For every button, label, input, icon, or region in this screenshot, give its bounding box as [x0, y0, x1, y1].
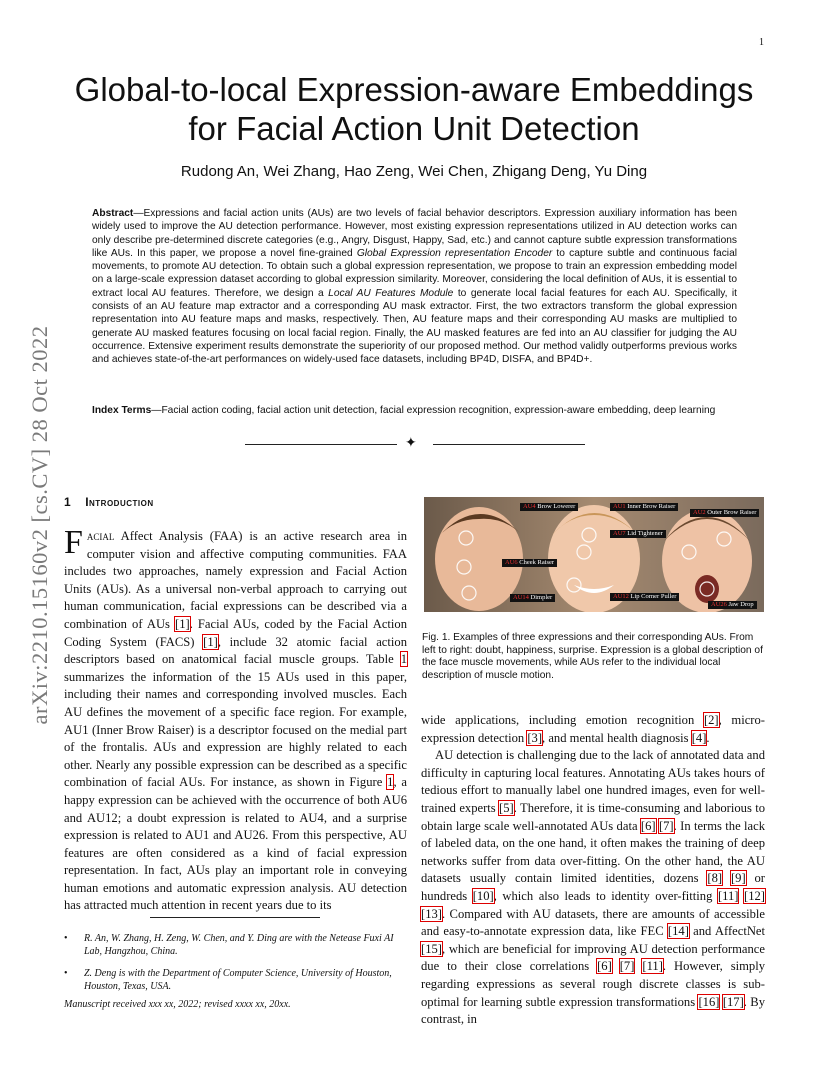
citation-link[interactable]: [16]: [698, 994, 720, 1009]
section-divider: [245, 438, 585, 450]
abstract: [92, 207, 737, 367]
author-list: Rudong An, Wei Zhang, Hao Zeng, Wei Chen, Zhigang Deng, Yu Ding: [180, 163, 648, 180]
body-text: and AffectNet: [688, 924, 766, 939]
abstract-italic-a: Global Expression representation Encoder: [356, 247, 553, 259]
au-label: Dimpler: [530, 594, 553, 601]
body-text: wide applications, including emotion recognition: [421, 713, 704, 727]
footnote-bullet: •: [64, 933, 68, 944]
section-number: 1: [64, 495, 72, 509]
citation-link[interactable]: [11]: [717, 888, 739, 903]
citation-link[interactable]: [2]: [703, 713, 719, 727]
citation-link[interactable]: [11]: [642, 959, 663, 974]
title-line-1: Global-to-local Expression-aware Embeddings: [74, 71, 754, 108]
au-label: Cheek Raiser: [519, 559, 555, 566]
footnote-affiliation-1: [64, 932, 407, 958]
section-heading: [64, 495, 154, 509]
citation-link[interactable]: [7]: [619, 959, 635, 974]
au-label: Brow Lowerer: [537, 503, 576, 510]
footnote-affiliation-2: [64, 967, 407, 993]
abstract-label: Abstract: [92, 208, 134, 219]
footnote-rule: [150, 917, 320, 918]
figure-image: [424, 497, 764, 612]
footnote-text: R. An, W. Zhang, H. Zeng, W. Chen, and Y. Ding are with the Netease Fuxi AI Lab, Hangzhou, China.: [84, 933, 394, 957]
au-code: AU7: [613, 530, 626, 537]
body-text: , which also leads to identity over-fitting: [493, 888, 718, 903]
intro-text: Affect Analysis (FAA) is an active research area in computer vision and affective computing communities. FAA includes two approaches, namely expression and Facial Action Units (AUs). As a universal non-verbal approach to carrying out human communication, facial expressions can be described via a combination of AUs: [64, 529, 407, 631]
au-code: AU4: [523, 503, 536, 510]
au-tag: [510, 594, 555, 602]
abstract-text-c: to generate local facial features for each AU. Specifically, it consists of an AU feature map extractor and a corresponding AU mask extractor. First, the two extractors transform the global expression representation into AU feature maps and masks, respectively. Then, AU feature maps and their corresponding AU masks are multiplied to generate AU masked features focusing on local facial region. Finally, the AU masked features are fed into an AU classifier for judging the AU occurrence. Extensive experiment results demonstrate the superiority of our proposed method. Our method validly outperforms previous works and achieves state-of-the-art performances on widely-used face datasets, including BP4D, DISFA, and BP4D+.: [92, 287, 737, 366]
index-terms-label: Index Terms: [92, 405, 152, 416]
table-link[interactable]: 1: [400, 652, 407, 667]
body-text: , and mental health diagnosis: [542, 730, 692, 745]
footnote-bullet: •: [64, 968, 68, 979]
citation-link[interactable]: [8]: [707, 871, 723, 886]
au-tag: [690, 509, 759, 517]
au-tag: [610, 593, 679, 601]
body-text: , which are beneficial for improving AU detection performance due to their close correlations: [421, 941, 765, 974]
citation-link[interactable]: [1]: [175, 616, 190, 631]
au-tag: [520, 503, 578, 511]
body-text: . Compared with AU datasets, there are amounts of accessible and easy-to-annotate expression data, like FEC: [421, 906, 765, 939]
citation-link[interactable]: [5]: [499, 800, 514, 815]
citation-link[interactable]: [7]: [658, 818, 674, 833]
citation-link[interactable]: [3]: [527, 730, 543, 745]
figure-link[interactable]: 1: [387, 775, 394, 790]
citation-link[interactable]: [9]: [730, 871, 746, 886]
au-code: AU26: [711, 601, 727, 608]
abstract-text-a: —Expressions and facial action units (AUs) are two levels of facial behavior descriptors. Expression auxiliary information has been widely used to improve the AU detection performance. However, most existing expression representations utilized in AU detection works can only describe pre-determined discrete categories (e.g., Angry, Disgust, Happy, Sad, etc.) and cannot capture subtle expression transformations like AUs. In this paper, we propose a novel fine-grained: [92, 208, 737, 259]
au-tag: [708, 601, 757, 609]
figure-caption: Fig. 1. Examples of three expressions and their corresponding AUs. From left to right: doubt, happiness, surprise. Expression is a global description of the face muscle movements, while AUs refer to the individual local description of muscle motion.: [422, 632, 763, 681]
citation-link[interactable]: [6]: [640, 818, 656, 833]
citation-link[interactable]: [15]: [421, 941, 442, 956]
citation-link[interactable]: [10]: [472, 888, 494, 903]
abstract-italic-b: Local AU Features Module: [328, 287, 454, 299]
abstract-text-b: to capture subtle and continuous facial movements, to promote AU detection. To obtain such a global expression representation, we propose to train an expression embedding model on a large-scale expression dataset according to global expression similarity. Moreover, considering the local definition of AUs, it is essential to extract local AU features. Therefore, we design a: [92, 247, 737, 299]
au-code: AU2: [693, 509, 706, 516]
body-text: . Therefore, it is time-consuming and laborious to obtain large scale well-annotated AUs data: [421, 800, 765, 833]
citation-link[interactable]: [4]: [691, 730, 707, 745]
citation-link[interactable]: [13]: [421, 906, 442, 921]
au-label: Outer Brow Raiser: [707, 509, 757, 516]
citation-link[interactable]: [17]: [722, 994, 744, 1009]
body-text: AU detection is challenging due to the lack of annotated data and difficulty in capturing local features. Annotating AUs takes hours of tedious effort to manually label one hundred images, even for well-trained experts: [421, 748, 765, 815]
drop-cap: F: [64, 524, 83, 561]
right-column-text: [421, 712, 765, 1029]
body-text: or hundreds: [421, 871, 766, 903]
manuscript-note: Manuscript received xxx xx, 2022; revised xxxx xx, 20xx.: [64, 999, 291, 1010]
au-code: AU12: [613, 593, 629, 600]
body-text: . In terms the lack of labeled data, on the one hand, it often makes the training of deep networks suffer from data over-fitting. On the other hand, the AU datasets usually contain limited identities, dozens: [421, 818, 765, 886]
citation-link[interactable]: [6]: [597, 959, 612, 974]
body-text: . By contrast, in: [421, 994, 765, 1027]
au-label: Lid Tightener: [627, 530, 663, 537]
index-terms-text: —Facial action coding, facial action unit detection, facial expression recognition, expression-aware embedding, deep learning: [151, 405, 716, 416]
page-number: 1: [759, 37, 764, 48]
au-label: Jaw Drop: [728, 601, 754, 608]
citation-link[interactable]: [1]: [203, 634, 218, 649]
divider-star-icon: ✦: [405, 436, 417, 451]
au-tag: [610, 530, 666, 538]
paper-title: [60, 70, 768, 148]
section-title: Introduction: [85, 495, 154, 509]
body-text: , micro-expression detection: [421, 713, 765, 745]
citation-link[interactable]: [14]: [667, 924, 689, 939]
citation-link[interactable]: [12]: [744, 888, 765, 903]
arxiv-stamp-text: arXiv:2210.15160v2 [cs.CV] 28 Oct 2022: [27, 325, 52, 725]
au-code: AU1: [613, 503, 626, 510]
footnote-text: Z. Deng is with the Department of Computer Science, University of Houston, Houston, Texas, USA.: [84, 968, 392, 992]
body-text: .: [706, 730, 710, 745]
intro-text: summarizes the information of the 15 AUs used in this paper, including their names and corresponding involved muscles. Each AU defines the movement of a specific face region. For example, AU1 (Inner Brow Raiser) is a descriptor focused on the medial part of the frontalis. AUs and expression are highly related to each other. Nearly any possible expression can be described as a specific combination of facial AUs. For instance, as shown in Figure: [64, 669, 407, 790]
intro-paragraph: [64, 524, 407, 915]
au-label: Lip Corner Puller: [630, 593, 677, 600]
divider-line-left: [245, 444, 397, 445]
au-tag: [502, 559, 557, 567]
index-terms: [92, 404, 737, 417]
body-text: . However, simply regarding expressions as several rough discrete classes is sub-optimal for learning subtle expression transformations: [421, 959, 766, 1009]
intro-text: . Facial AUs, coded by the Facial Action Coding System (FACS): [64, 616, 407, 649]
au-label: Inner Brow Raiser: [627, 503, 676, 510]
au-tag: [610, 503, 678, 511]
title-line-2: for Facial Action Unit Detection: [188, 110, 640, 147]
intro-text: , include 32 atomic facial action descriptors based on anatomical facial muscle groups. Table: [64, 634, 407, 667]
au-code: AU14: [513, 594, 529, 601]
au-code: AU6: [505, 559, 518, 566]
divider-line-right: [433, 444, 585, 445]
intro-smallcaps: acial: [86, 529, 115, 543]
arxiv-stamp: [20, 290, 60, 760]
intro-text: , a happy expression can be achieved with the occurrence of both AU6 and AU12; a doubt expression is related to AU4, and a surprise expression is related to AU1 and AU26. From this perspective, AU features are often considered as a kind of facial expression representation. In fact, AUs play an important role in conveying human emotions and automatic expression analysis. AU detection has attracted much attention in recent years due to its: [64, 775, 407, 913]
